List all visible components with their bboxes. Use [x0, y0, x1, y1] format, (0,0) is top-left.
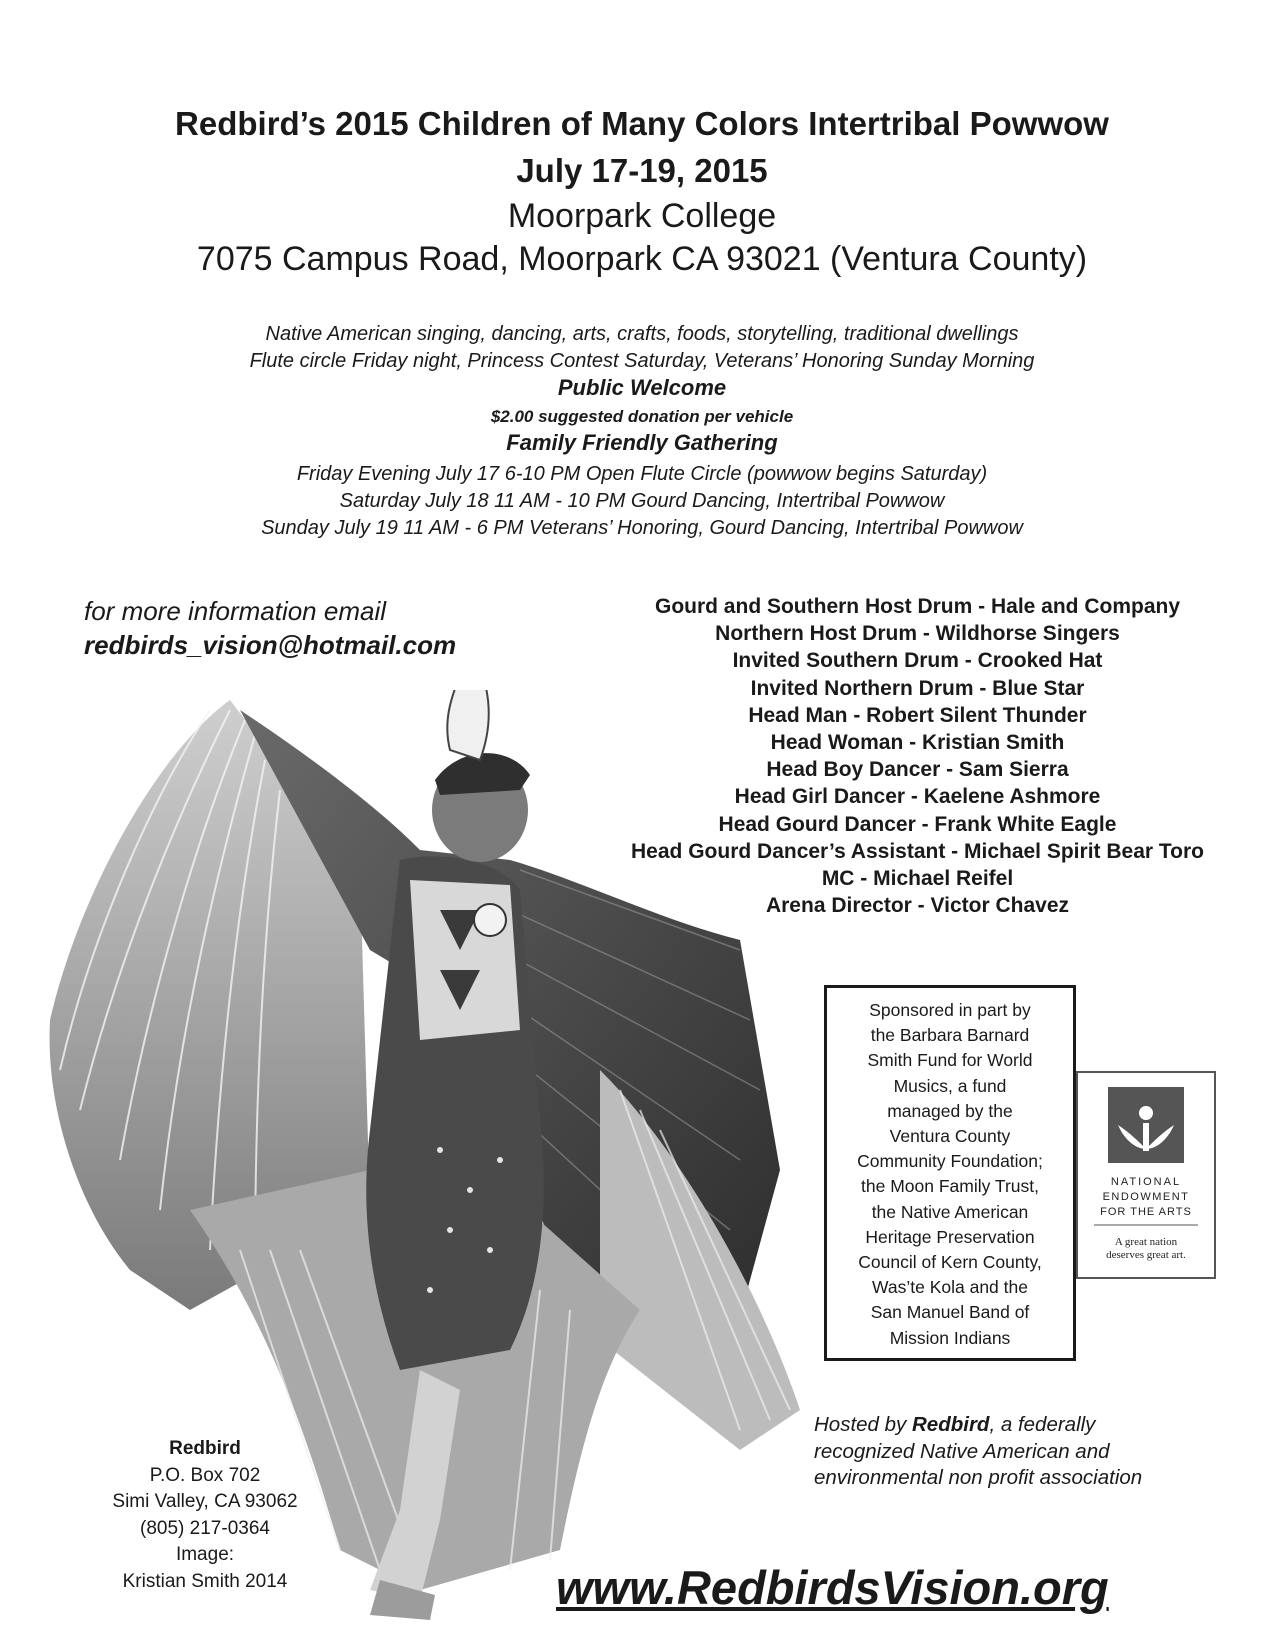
sponsor-line: Mission Indians — [889, 1327, 1011, 1348]
sponsor-line: Sponsored in part by — [869, 1000, 1031, 1020]
hosted-name: Redbird — [912, 1413, 990, 1436]
role-item: MC - Michael Reifel — [821, 867, 1014, 891]
nea-tagline-2: deserves great art. — [1106, 1249, 1186, 1261]
sponsor-line: the Native American — [871, 1201, 1029, 1222]
po-box: P.O. Box 702 — [149, 1464, 261, 1486]
role-item: Head Boy Dancer - Sam Sierra — [766, 758, 1069, 782]
sponsor-line: Was’te Kola and the — [872, 1277, 1028, 1298]
role-item: Head Gourd Dancer - Frank White Eagle — [718, 812, 1117, 836]
org-name: Redbird — [169, 1438, 241, 1459]
nea-tagline-1: A great nation — [1114, 1236, 1178, 1248]
nea-line-1: NATIONAL — [1110, 1176, 1182, 1188]
schedule-saturday: Saturday July 18 11 AM - 10 PM Gourd Dancing, Intertribal Powwow — [339, 490, 945, 512]
sponsor-line: Community Foundation; — [857, 1151, 1043, 1172]
sponsor-line: Council of Kern County, — [858, 1252, 1042, 1273]
role-item: Head Gourd Dancer’s Assistant - Michael Spirit Bear Toro — [631, 839, 1204, 863]
roles-list — [600, 593, 1235, 919]
event-dates: July 17-19, 2015 — [516, 152, 768, 189]
address-block — [90, 1436, 320, 1595]
hosted-by — [814, 1412, 1234, 1492]
sponsor-line: Musics, a fund — [893, 1075, 1007, 1096]
hosted-suffix: , a federally — [989, 1413, 1096, 1436]
public-welcome: Public Welcome — [557, 375, 727, 400]
schedule-sunday: Sunday July 19 11 AM - 6 PM Veterans’ Honoring, Gourd Dancing, Intertribal Powwow — [261, 517, 1023, 539]
hosted-prefix: Hosted by — [814, 1413, 912, 1436]
city: Simi Valley, CA 93062 — [112, 1491, 298, 1512]
family-friendly: Family Friendly Gathering — [506, 430, 778, 455]
role-item: Invited Northern Drum - Blue Star — [750, 676, 1085, 700]
sponsor-line: managed by the — [887, 1100, 1013, 1121]
sponsor-line: Ventura County — [889, 1126, 1011, 1147]
event-title: Redbird’s 2015 Children of Many Colors Intertribal Powwow — [175, 105, 1109, 142]
nea-logo-graphic — [1078, 1073, 1214, 1277]
donation-note: $2.00 suggested donation per vehicle — [490, 407, 794, 426]
sponsor-line: the Barbara Barnard — [870, 1025, 1030, 1046]
role-item: Northern Host Drum - Wildhorse Singers — [715, 622, 1120, 646]
sponsor-text — [828, 998, 1072, 1351]
phone: (805) 217-0364 — [140, 1517, 270, 1539]
image-label: Image: — [175, 1544, 235, 1565]
sponsor-line: Smith Fund for World — [867, 1050, 1033, 1071]
nea-line-3: FOR THE ARTS — [1100, 1206, 1192, 1218]
role-item: Gourd and Southern Host Drum - Hale and Company — [654, 595, 1181, 618]
website-link[interactable]: www.RedbirdsVision.org — [556, 1561, 1109, 1614]
role-item: Head Woman - Kristian Smith — [770, 731, 1065, 755]
info-email-link[interactable]: redbirds_vision@hotmail.com — [84, 630, 457, 660]
image-credit: Kristian Smith 2014 — [122, 1570, 288, 1592]
role-item: Head Girl Dancer - Kaelene Ashmore — [734, 785, 1101, 809]
role-item: Head Man - Robert Silent Thunder — [748, 703, 1087, 727]
nea-logo — [1076, 1071, 1216, 1279]
description-line-2: Flute circle Friday night, Princess Contest Saturday, Veterans’ Honoring Sunday Morning — [249, 350, 1035, 372]
event-address: 7075 Campus Road, Moorpark CA 93021 (Ventura County) — [196, 240, 1088, 278]
event-venue: Moorpark College — [507, 197, 777, 235]
role-item: Invited Southern Drum - Crooked Hat — [732, 649, 1103, 673]
role-item: Arena Director - Victor Chavez — [765, 894, 1070, 918]
schedule-friday: Friday Evening July 17 6-10 PM Open Flute Circle (powwow begins Saturday) — [296, 463, 988, 485]
nea-line-2: ENDOWMENT — [1102, 1191, 1190, 1203]
description-line-1: Native American singing, dancing, arts, crafts, foods, storytelling, traditional dwellings — [265, 323, 1019, 345]
hosted-line-2: recognized Native American and — [814, 1439, 1110, 1463]
sponsor-line: San Manuel Band of — [870, 1302, 1030, 1323]
sponsor-line: Heritage Preservation — [865, 1226, 1035, 1247]
hosted-line-3: environmental non profit association — [814, 1466, 1143, 1489]
sponsor-line: the Moon Family Trust, — [861, 1176, 1039, 1197]
info-label: for more information email — [84, 596, 386, 626]
